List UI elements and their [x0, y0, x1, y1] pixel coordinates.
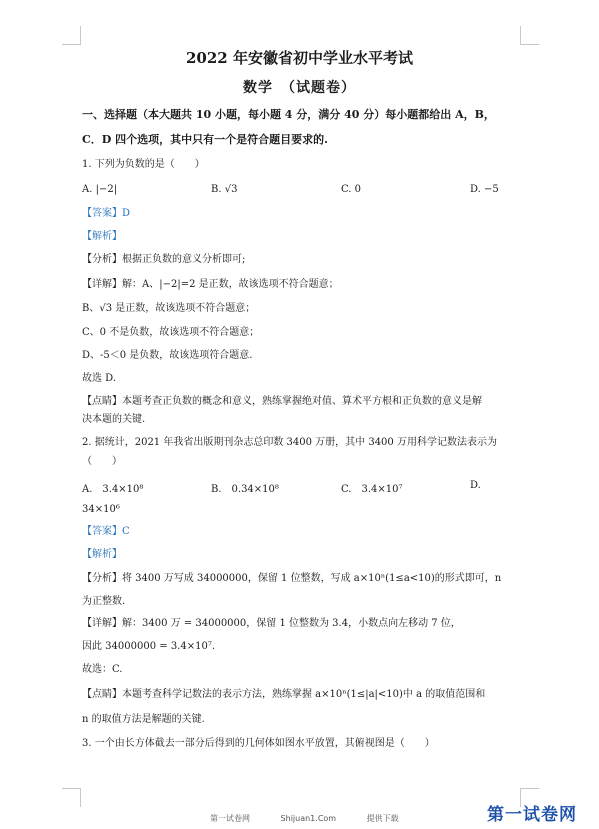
q2-conclusion: 故选：C. [82, 664, 123, 675]
q2-dianjing-line1: 【点睛】本题考查科学记数法的表示方法，熟练掌握 a×10ⁿ(1≤|a|<10)中 a 的取值范围和 [82, 689, 486, 700]
q1-dianjing-line2: 决本题的关键. [82, 414, 146, 425]
section-heading-line2: C．D 四个选项，其中只有一个是符合题目要求的. [82, 133, 328, 146]
footer-site-name: 第一试卷网 [210, 814, 250, 823]
q1-option-d: D. −5 [470, 184, 499, 195]
q2-dianjing-line2: n 的取值方法是解题的关键. [82, 714, 205, 725]
q1-conclusion: 故选 D. [82, 373, 117, 384]
q2-xiangjie-line2: 因此 34000000 = 3.4×10⁷. [82, 641, 216, 652]
page-footer [210, 813, 427, 824]
q1-stem: 1. 下列为负数的是（ ） [82, 159, 205, 170]
q2-xiangjie-line1: 【详解】解：3400 万 = 34000000，保留 1 位整数为 3.4，小数点向左移动 7 位， [82, 618, 461, 629]
q1-option-a: A. |−2| [82, 184, 118, 195]
q2-option-c: C. 3.4×10⁷ [341, 484, 403, 495]
q1-dianjing-line1: 【点睛】本题考查正负数的概念和意义，熟练掌握绝对值、算术平方根和正负数的意义是解 [82, 396, 482, 407]
q2-fenxi-line1: 【分析】将 3400 万写成 34000000，保留 1 位整数，写成 a×10ⁿ(1≤a<10)的形式即可，n [82, 573, 502, 584]
q2-option-d-value: 34×10⁶ [82, 504, 120, 515]
q1-option-d-analysis: D、-5＜0 是负数，故该选项符合题意. [82, 350, 253, 361]
footer-download-text: 提供下载 [366, 814, 399, 823]
q1-analysis-tag: 【解析】 [82, 231, 122, 242]
q2-analysis-tag: 【解析】 [82, 549, 122, 560]
q2-stem-line1: 2. 据统计，2021 年我省出版期刊杂志总印数 3400 万册，其中 3400 万用科学记数法表示为 [82, 437, 497, 448]
q1-xiangjie: 【详解】解：A、|−2|=2 是正数，故该选项不符合题意； [82, 279, 339, 290]
q1-fenxi: 【分析】根据正负数的意义分析即可; [82, 254, 246, 265]
section-heading-line1: 一、选择题（本大题共 10 小题，每小题 4 分，满分 40 分）每小题都给出 A，B， [82, 108, 495, 121]
site-logo: 第一试卷网 [487, 805, 577, 825]
q2-stem-line2: （ ） [82, 456, 122, 467]
crop-mark-bottom-left [62, 788, 81, 807]
q2-fenxi-line2: 为正整数. [82, 596, 126, 607]
q2-option-b: B. 0.34×10⁸ [211, 484, 279, 495]
crop-mark-top-right [520, 26, 539, 45]
q1-option-b-analysis: B、√3 是正数，故该选项不符合题意； [82, 303, 256, 314]
crop-mark-top-left [62, 26, 81, 45]
q3-stem: 3. 一个由长方体截去一部分后得到的几何体如图水平放置，其俯视图是（ ） [82, 738, 435, 749]
footer-site-url: Shijuan1.Com [280, 814, 337, 823]
q1-option-c: C. 0 [341, 184, 362, 195]
q2-option-d: D. [470, 480, 481, 491]
q2-answer: 【答案】C [82, 526, 130, 537]
q1-option-c-analysis: C、0 不是负数，故该选项不符合题意； [82, 327, 260, 338]
q2-option-a: A. 3.4×10⁸ [82, 484, 144, 495]
q1-option-b: B. √3 [211, 184, 238, 195]
q1-answer: 【答案】D [82, 208, 131, 219]
exam-title: 2022 年安徽省初中学业水平考试 [186, 49, 413, 67]
exam-subtitle: 数学 （试题卷） [243, 80, 356, 96]
